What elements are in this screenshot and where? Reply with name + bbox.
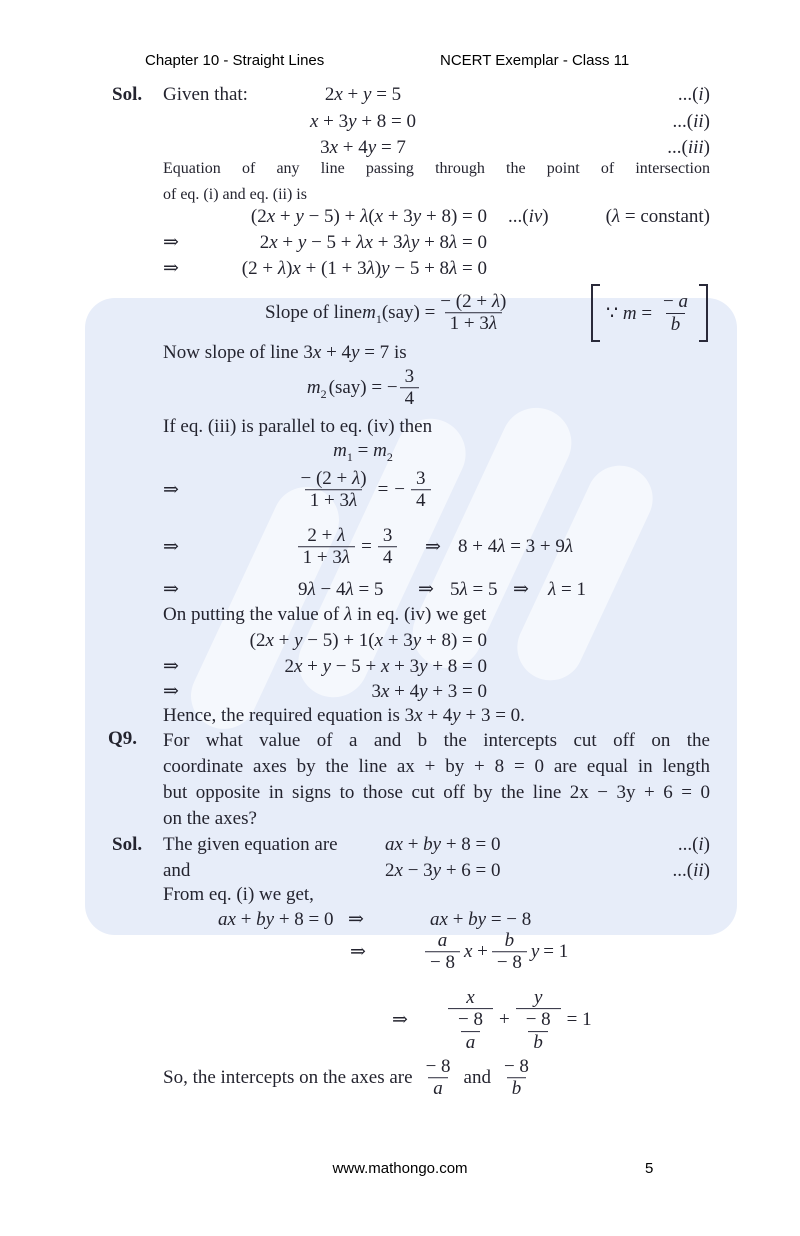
equation-line	[0, 462, 800, 518]
question-line: on the axes?	[163, 808, 257, 829]
text: Now slope of line 3x + 4y = 7 is	[163, 342, 407, 363]
equation: ax + by + 8 = 0	[385, 834, 501, 855]
equation: x + 3y + 8 = 0	[309, 111, 417, 132]
fraction: $\frac{3}{4}$	[378, 525, 398, 569]
fraction: $\frac{- 8}{b}$	[525, 1009, 551, 1053]
solution-label: Sol.	[112, 84, 143, 105]
equation-line	[0, 577, 800, 603]
equation: 3x + 4y + 3 = 0	[371, 681, 487, 702]
question-label: Q9.	[108, 728, 138, 749]
given-label: Given that:	[163, 84, 248, 105]
equation: ax + by + 8 = 0	[218, 909, 334, 930]
fraction: $\frac{3}{4}$	[411, 468, 431, 512]
equation: 2x − 3y + 6 = 0	[385, 860, 501, 881]
implies-arrow: ⇒	[163, 232, 179, 253]
fraction: $\frac{a}{- 8}$	[425, 930, 460, 974]
because-note	[591, 284, 708, 342]
implies-arrow: ⇒	[350, 941, 366, 963]
equation-line	[0, 519, 800, 575]
equation: 2x + y = 5	[324, 84, 402, 105]
equation: (2x + y − 5) + 1(x + 3y + 8) = 0	[249, 630, 487, 651]
equation-line	[0, 230, 800, 256]
equation-line	[0, 628, 800, 654]
question-line: For what value of a and b the intercepts cut off on the	[163, 730, 710, 751]
solution-line	[0, 82, 800, 108]
fraction: $\frac{- 8}{a}$	[425, 1056, 451, 1100]
solution-line	[0, 832, 800, 858]
text: On putting the value of λ in eq. (iv) we get	[163, 604, 487, 625]
slope-say: (say) =	[381, 302, 436, 323]
header-book-title: NCERT Exemplar - Class 11	[440, 52, 630, 69]
text: So, the intercepts on the axes are	[163, 1067, 413, 1088]
text: Hence, the required equation is 3x + 4y + 3 = 0.	[163, 705, 525, 726]
equation-line	[0, 135, 800, 161]
equation: λ = 1	[548, 579, 586, 600]
fraction: $\frac{- (2 + \lambda)}{1 + 3\lambda}$	[300, 468, 367, 512]
equation: ax + by = − 8	[430, 909, 532, 930]
fraction: $\frac{- a}{b}$	[663, 291, 688, 335]
fraction: $\frac{2 + \lambda}{1 + 3\lambda}$	[298, 525, 355, 569]
text-line	[0, 414, 800, 440]
text: The given equation are	[163, 834, 338, 855]
question-block	[0, 728, 800, 832]
equation-line	[0, 109, 800, 135]
equation-tag: ...(i)	[677, 834, 710, 855]
equation-group: $\frac{- (2 + \lambda)}{1 + 3\lambda}$ = − $\frac{3}{4}$	[163, 468, 563, 512]
equation-line	[0, 654, 800, 680]
equation-group: $\frac{a}{- 8}$ x + $\frac{b}{- 8}$ y = 1	[425, 930, 568, 974]
equation-tag: ...(ii)	[672, 111, 710, 132]
equation: 9λ − 4λ = 5	[298, 579, 384, 600]
implies-arrow: ⇒	[425, 536, 441, 558]
conclusion-line	[0, 1050, 800, 1106]
equation: 3x + 4y = 7	[320, 137, 406, 158]
slope-text: Slope of line	[265, 302, 363, 323]
equation-group: $\frac{x}{\frac{- 8}{a}}$ + $\frac{y}{\frac{- 8}{b}}$ = 1	[448, 987, 592, 1053]
equation-tag: ...(i)	[677, 84, 710, 105]
solution-label: Sol.	[112, 834, 143, 855]
footer-url: www.mathongo.com	[332, 1160, 468, 1177]
equation-tag: ...(iii)	[667, 137, 710, 158]
equation-line	[0, 438, 800, 464]
lambda-note: (λ = constant)	[605, 206, 710, 227]
question-text	[163, 728, 710, 832]
fraction: $\frac{b}{- 8}$	[492, 930, 527, 974]
equation: 5λ = 5	[450, 579, 498, 600]
question-line: coordinate axes by the line ax + by + 8 = 0 are equal in length	[163, 756, 710, 777]
slope-m1: $m_1$	[362, 302, 382, 326]
equation: (2 + λ)x + (1 + 3λ)y − 5 + 8λ = 0	[241, 258, 487, 279]
fraction: $\frac{- 8}{b}$	[503, 1056, 529, 1100]
implies-arrow: ⇒	[163, 258, 179, 279]
implies-arrow: ⇒	[348, 909, 364, 930]
m2-expression: $m_2$ (say) = − $\frac{3}{4}$	[163, 366, 563, 410]
nested-fraction: $\frac{x}{\frac{- 8}{a}}$	[448, 987, 493, 1053]
text: and	[163, 860, 191, 881]
fraction: $\frac{- 8}{a}$	[458, 1009, 483, 1053]
equation-line	[0, 204, 800, 230]
implies-arrow: ⇒	[163, 579, 179, 600]
bracket-left	[591, 284, 600, 342]
equation-line	[0, 858, 800, 884]
paragraph-line: of eq. (i) and eq. (ii) is	[163, 186, 307, 203]
equation: 8 + 4λ = 3 + 9λ	[458, 536, 574, 557]
implies-arrow: ⇒	[392, 1009, 408, 1031]
implies-arrow: ⇒	[163, 536, 179, 558]
paragraph	[163, 156, 710, 208]
footer-page-number: 5	[645, 1160, 654, 1177]
bracket-right	[699, 284, 708, 342]
equation: 2x + y − 5 + λx + 3λy + 8λ = 0	[259, 232, 487, 253]
text: and	[463, 1067, 491, 1088]
equation-tag: ...(ii)	[672, 860, 710, 881]
equation-line	[0, 926, 800, 978]
slope-expression	[265, 291, 511, 335]
text: If eq. (iii) is parallel to eq. (iv) then	[163, 416, 433, 437]
equation-line	[0, 679, 800, 705]
header-chapter-title: Chapter 10 - Straight Lines	[145, 52, 325, 69]
nested-fraction: $\frac{y}{\frac{- 8}{b}}$	[516, 987, 561, 1053]
implies-arrow: ⇒	[163, 681, 179, 702]
equation-line	[0, 362, 800, 414]
fraction: $\frac{- (2 + \lambda)}{1 + 3\lambda}$	[440, 291, 507, 335]
implies-arrow: ⇒	[418, 579, 434, 600]
equation-tag: ...(iv)	[508, 206, 549, 227]
equation: 2x + y − 5 + x + 3y + 8 = 0	[284, 656, 487, 677]
conclusion-group	[163, 1056, 534, 1100]
text-line	[0, 602, 800, 628]
question-line: but opposite in signs to those cut off by the line 2x − 3y + 6 = 0	[163, 782, 710, 803]
text-line	[0, 882, 800, 908]
equation-group: $\frac{2 + \lambda}{1 + 3\lambda}$ = $\frac{3}{4}$	[250, 525, 445, 569]
equation-line	[0, 256, 800, 282]
slope-line	[0, 283, 800, 343]
text: From eq. (i) we get,	[163, 884, 314, 905]
implies-arrow: ⇒	[513, 579, 529, 600]
text-line	[0, 703, 800, 729]
implies-arrow: ⇒	[163, 479, 179, 501]
paragraph-line: Equation of any line passing through the point of intersection	[163, 160, 710, 177]
because-m: ∵ m =	[605, 302, 653, 324]
implies-arrow: ⇒	[163, 656, 179, 677]
equation: $m_1 = m_2$	[333, 440, 393, 464]
fraction: $\frac{3}{4}$	[400, 366, 420, 410]
equation: (2x + y − 5) + λ(x + 3y + 8) = 0	[250, 206, 487, 227]
